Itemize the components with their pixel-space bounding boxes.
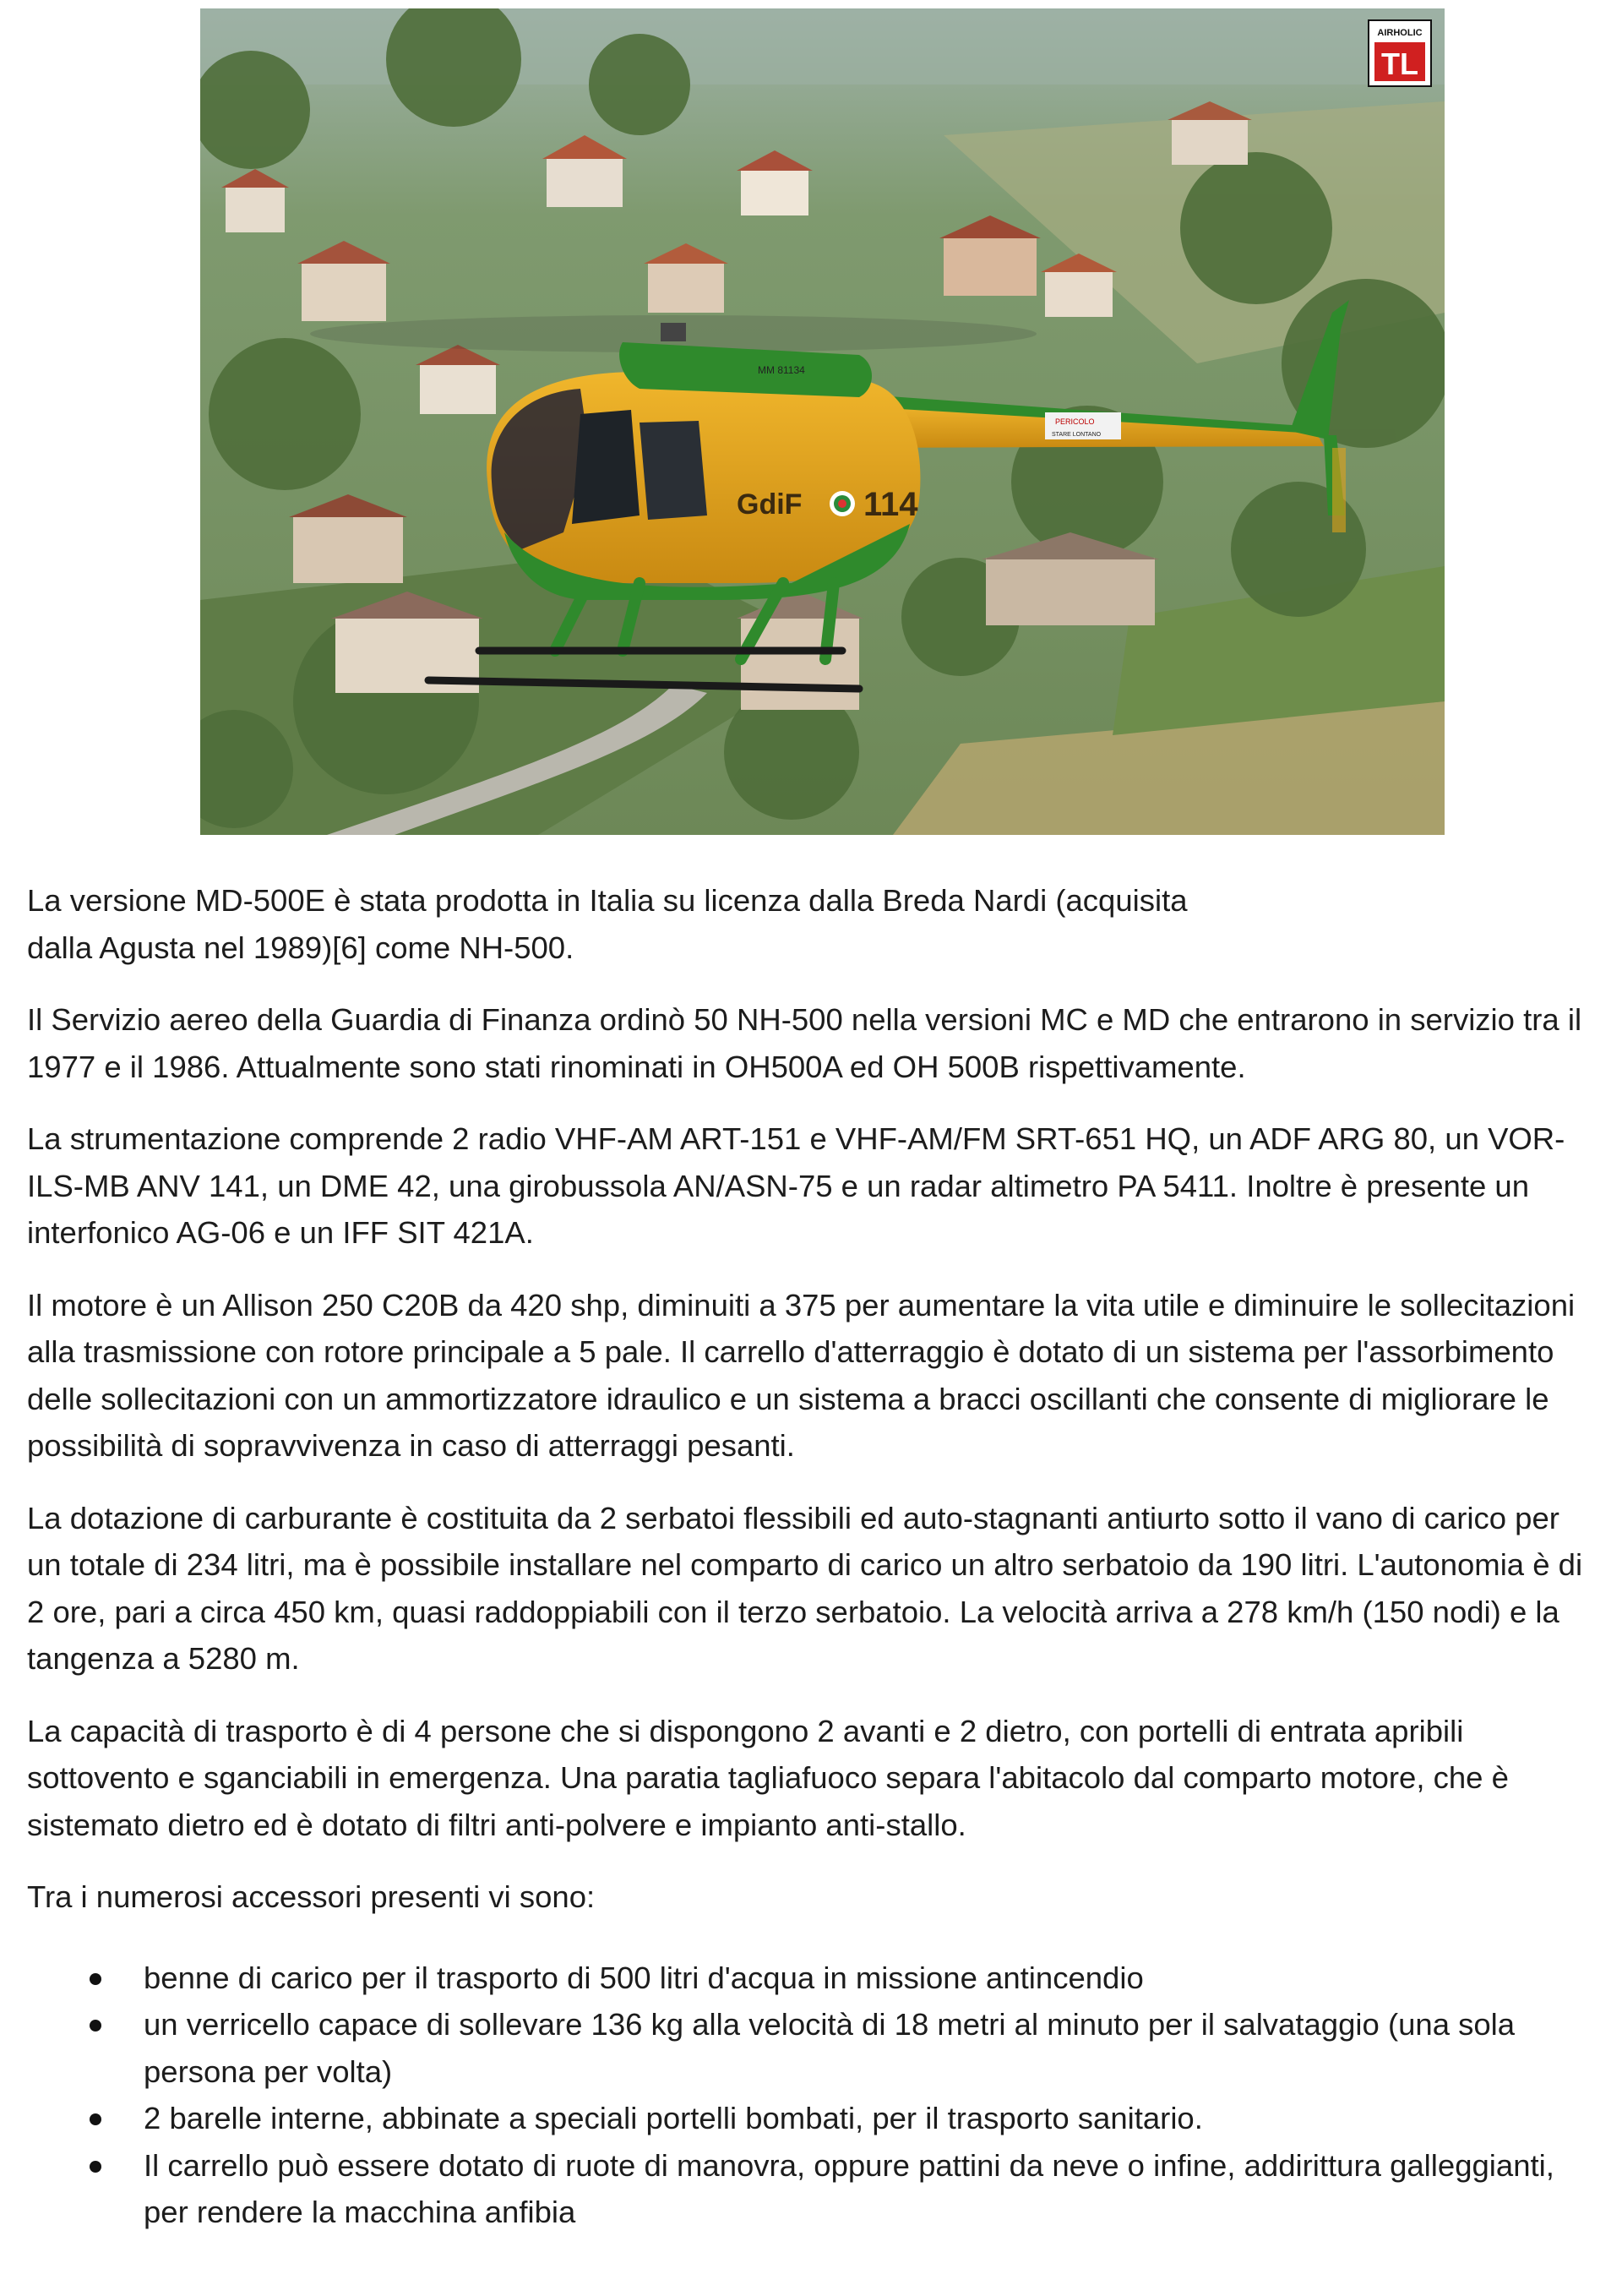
- svg-text:MM 81134: MM 81134: [758, 364, 805, 376]
- paragraph-instruments: La strumentazione comprende 2 radio VHF-AM ART-151 e VHF-AM/FM SRT-651 HQ, un ADF ARG 80, un VOR-ILS-MB ANV 141, un DME 42, una girobussola AN/ASN-75 e un radar altimetro PA 5411. Inoltre è presente un interfonico AG-06 e un IFF SIT 421A.: [27, 1121, 1565, 1250]
- svg-text:STARE LONTANO: STARE LONTANO: [1052, 432, 1102, 438]
- svg-text:PERICOLO: PERICOLO: [1055, 417, 1095, 426]
- svg-text:AIRHOLIC: AIRHOLIC: [1377, 28, 1423, 38]
- airholic-logo: [1369, 20, 1431, 86]
- svg-text:114: 114: [863, 486, 918, 523]
- paragraph-license: La versione MD-500E è stata prodotta in Italia su licenza dalla Breda Nardi (acquisita dalla Agusta nel 1989)[6] come NH-500.: [27, 883, 1188, 965]
- paragraph-engine: Il motore è un Allison 250 C20B da 420 shp, diminuiti a 375 per aumentare la vita utile e diminuire le sollecitazioni alla trasmissione con rotore principale a 5 pale. Il carrello d'atterraggio è dotato di un sistema per l'assorbimento delle sollecitazioni con un ammortizzatore idraulico e un sistema a bracci oscillanti che consente di migliorare le possibilità di sopravvivenza in caso di atterraggi pesanti.: [27, 1287, 1576, 1463]
- paragraph-guardia-finanza: Il Servizio aereo della Guardia di Finanza ordinò 50 NH-500 nella versioni MC e MD che entrarono in servizio tra il 1977 e il 1986. Attualmente sono stati rinominati in OH500A ed OH 500B rispettivamente.: [27, 1002, 1582, 1084]
- accessories-list: [27, 1955, 1598, 2236]
- list-item: benne di carico per il trasporto di 500 litri d'acqua in missione antincendio: [27, 1955, 1598, 2002]
- article-body: [27, 877, 1598, 2236]
- list-item: un verricello capace di sollevare 136 kg alla velocità di 18 metri al minuto per il salvataggio (una sola persona per volta): [27, 2001, 1598, 2095]
- paragraph-fuel: La dotazione di carburante è costituita da 2 serbatoi flessibili ed auto-stagnanti antiurto sotto il vano di carico per un totale di 234 litri, ma è possibile installare nel comparto di carico un altro serbatoio da 190 litri. L'autonomia è di 2 ore, pari a circa 450 km, quasi raddoppiabili con il terzo serbatoio. La velocità arriva a 278 km/h (150 nodi) e la tangenza a 5280 m.: [27, 1500, 1583, 1676]
- paragraph-capacity: La capacità di trasporto è di 4 persone che si dispongono 2 avanti e 2 dietro, con portelli di entrata apribili sottovento e sganciabili in emergenza. Una paratia tagliafuoco separa l'abitacolo dal comparto motore, che è sistemato dietro ed è dotato di filtri anti-polvere e impianto anti-stallo.: [27, 1713, 1509, 1842]
- svg-text:GdiF: GdiF: [737, 488, 803, 521]
- list-item: Il carrello può essere dotato di ruote di manovra, oppure pattini da neve o infine, addirittura galleggianti, per rendere la macchina anfibia: [27, 2142, 1598, 2236]
- helicopter-photo: [200, 8, 1445, 835]
- svg-text:TL: TL: [1381, 46, 1418, 81]
- list-item: 2 barelle interne, abbinate a speciali portelli bombati, per il trasporto sanitario.: [27, 2095, 1598, 2142]
- paragraph-accessories-intro: Tra i numerosi accessori presenti vi sono:: [27, 1879, 596, 1914]
